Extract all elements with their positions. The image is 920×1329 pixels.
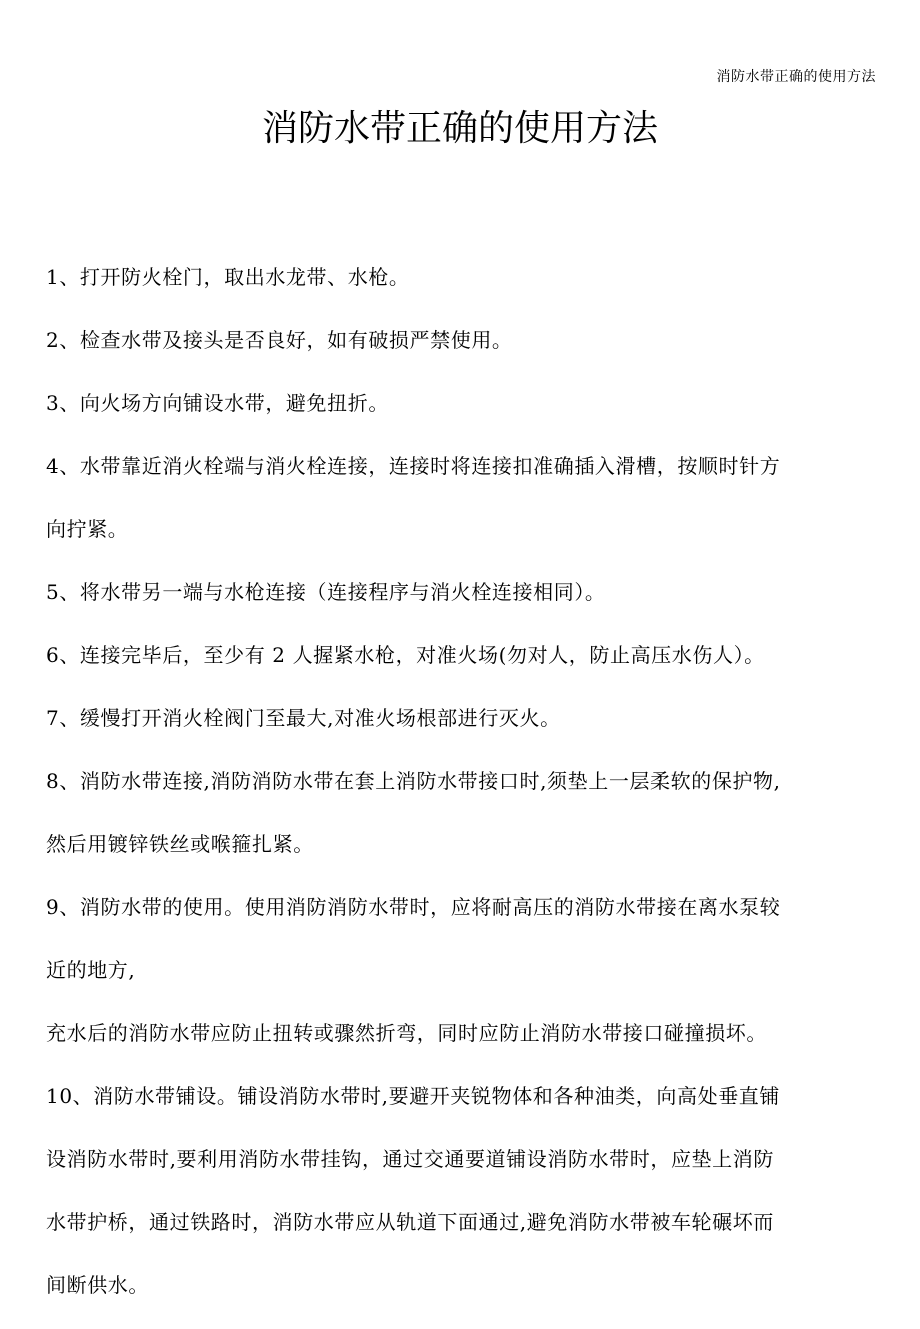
paragraph-4: [46, 447, 886, 573]
paragraph-line: 5、将水带另一端与水枪连接（连接程序与消火栓连接相同）。: [46, 580, 606, 604]
paragraph-line: 2、检查水带及接头是否良好，如有破损严禁使用。: [46, 328, 513, 352]
paragraph-10: [46, 1014, 886, 1077]
paragraph-line: 水带护桥，通过铁路时，消防水带应从轨道下面通过,避免消防水带被车轮碾坏而: [46, 1210, 774, 1234]
paragraph-line: 近的地方,: [46, 958, 136, 982]
paragraph-line: 4、水带靠近消火栓端与消火栓连接，连接时将连接扣准确插入滑槽，按顺时针方: [46, 454, 781, 478]
paragraph-11: [46, 1077, 886, 1329]
paragraph-line: 1、打开防火栓门，取出水龙带、水枪。: [46, 265, 410, 289]
paragraph-line: 然后用镀锌铁丝或喉箍扎紧。: [46, 832, 314, 856]
paragraph-line: 充水后的消防水带应防止扭转或骤然折弯，同时应防止消防水带接口碰撞损坏。: [46, 1021, 767, 1045]
paragraph-line: 间断供水。: [46, 1273, 149, 1297]
paragraph-line: 3、向火场方向铺设水带，避免扭折。: [46, 391, 389, 415]
paragraph-line: 6、连接完毕后，至少有 2 人握紧水枪，对准火场(勿对人，防止高压水伤人）。: [46, 643, 765, 667]
paragraph-line: 7、缓慢打开消火栓阀门至最大,对准火场根部进行灭火。: [46, 706, 561, 730]
paragraph-1: [46, 258, 886, 321]
paragraph-2: [46, 321, 886, 384]
paragraph-3: [46, 384, 886, 447]
paragraph-9: [46, 888, 886, 1014]
paragraph-7: [46, 699, 886, 762]
paragraph-line: 10、消防水带铺设。铺设消防水带时,要避开夹锐物体和各种油类，向高处垂直铺: [46, 1084, 781, 1108]
paragraph-line: 9、消防水带的使用。使用消防消防水带时，应将耐高压的消防水带接在离水泵较: [46, 895, 781, 919]
document-body: [46, 258, 886, 1329]
running-header: 消防水带正确的使用方法: [716, 69, 876, 85]
page-title: 消防水带正确的使用方法: [261, 108, 658, 149]
paragraph-5: [46, 573, 886, 636]
paragraph-line: 向拧紧。: [46, 517, 129, 541]
paragraph-line: 设消防水带时,要利用消防水带挂钩，通过交通要道铺设消防水带时，应垫上消防: [46, 1147, 774, 1171]
paragraph-line: 8、消防水带连接,消防消防水带在套上消防水带接口时,须垫上一层柔软的保护物,: [46, 769, 781, 793]
paragraph-6: [46, 636, 886, 699]
paragraph-8: [46, 762, 886, 888]
